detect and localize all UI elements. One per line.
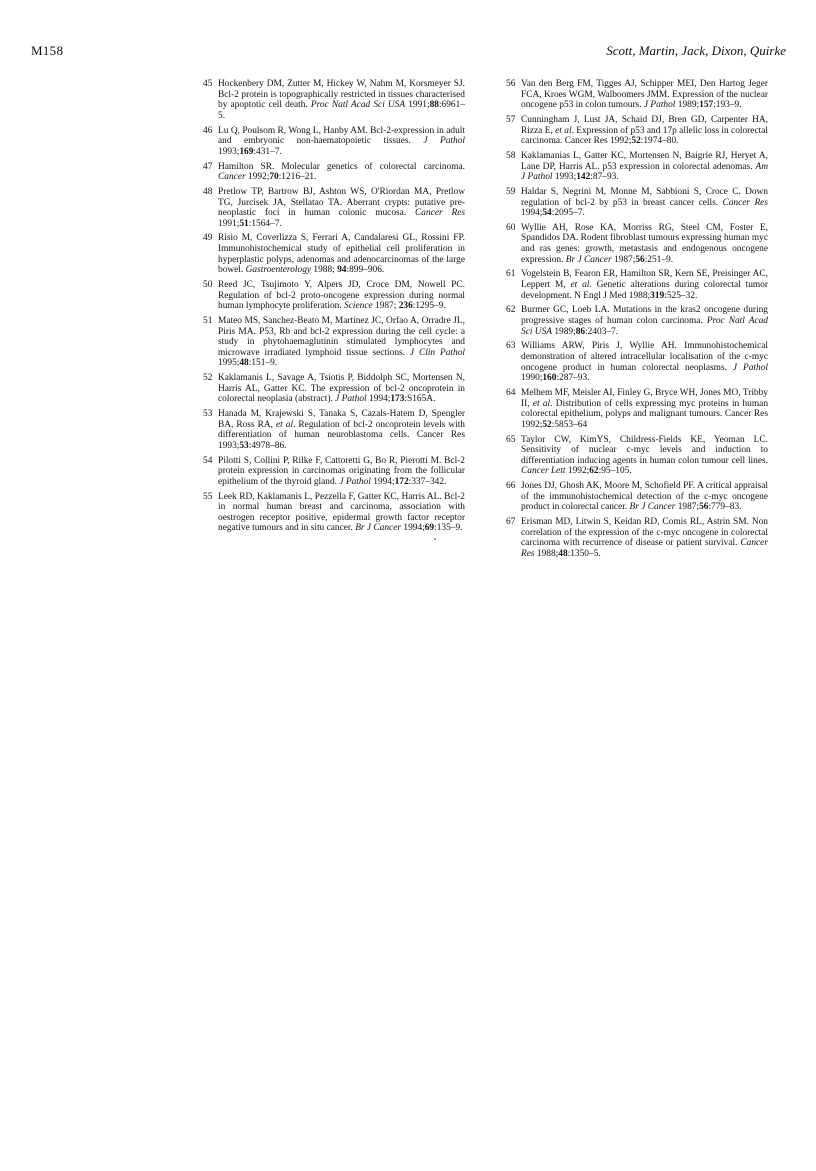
reference-citation: Pretlow TP, Bartrow BJ, Ashton WS, O'Riordan MA, Pretlow TG, Jurcisek JA, Stellatao TA. Aberrant crypts: putative pre-neoplastic foci in human colonic mucosa.: [218, 186, 465, 219]
reference-volume: 69: [424, 523, 435, 534]
reference-text: [218, 126, 465, 158]
reference-volume: 86: [575, 326, 586, 337]
reference-pages: :2095–7.: [551, 208, 585, 219]
reference-number: 65: [506, 434, 516, 445]
reference-citation: Wyllie AH, Rose KA, Morriss RG, Steel CM, Foster E, Spandidos DA. Rodent fibroblast tumours expressing human myc and ras genes: growth, metastasis and endogenous oncogene expression.: [521, 222, 768, 265]
reference-item: [203, 456, 465, 488]
reference-citation: Van den Berg FM, Tigges AJ, Schipper MEI, Den Hartog Jeger FCA, Kroes WGM, Walboomers JMM. Expression of the nuclear oncogene p53 in colon tumours.: [521, 79, 768, 111]
reference-number: 66: [506, 481, 516, 492]
running-head-authors: Scott, Martin, Jack, Dixon, Quirke: [606, 43, 786, 58]
reference-journal: J Pathol: [643, 100, 676, 111]
reference-volume: 169: [239, 146, 254, 157]
reference-item: [506, 517, 768, 559]
reference-citation: Mateo MS, Sanchez-Beato M, Martinez JC, Orfao A, Orradre JL, Piris MA. P53, Rb and bcl-2 expression during the cell cycle: a study in phytohaemaglutinin stimulated lymphocytes and microwave irradiated lymphoid tissue sections.: [218, 316, 465, 358]
reference-year: 1987;: [611, 254, 636, 265]
reference-year: 1993;: [552, 172, 577, 183]
reference-year: . Genetic alterations during colorectal tumor development. N Engl J Med 1988;: [521, 280, 768, 301]
reference-citation: Lu Q, Poulsom R, Wong L, Hanby AM. Bcl-2-expression in adult and embryonic non-haematopoietic tissues.: [218, 125, 465, 147]
reference-number: 47: [203, 161, 213, 172]
reference-pages: :5853–64: [551, 419, 588, 430]
reference-year: 1987;: [372, 301, 399, 312]
reference-journal: J Pathol: [423, 136, 465, 147]
reference-number: 58: [506, 150, 516, 161]
reference-journal: Br J Cancer: [629, 502, 676, 513]
reference-number: 55: [203, 491, 213, 502]
reference-item: [506, 151, 768, 183]
reference-number: 53: [203, 409, 213, 420]
reference-journal: Proc Natl Acad Sci USA: [521, 316, 768, 337]
reference-item: [506, 223, 768, 265]
reference-item: [506, 481, 768, 513]
reference-text: [521, 269, 768, 301]
reference-volume: 48: [239, 358, 249, 369]
reference-number: 62: [506, 305, 516, 316]
reference-item: [203, 79, 465, 121]
reference-item: [203, 492, 465, 534]
reference-citation: Erisman MD, Litwin S, Keidan RD, Comis RL, Astrin SM. Non correlation of the expression of the c-myc oncogene in colorectal carcinoma with recurrence of disease or patient survival.: [521, 517, 768, 549]
reference-journal: Proc Natl Acad Sci USA: [310, 100, 406, 111]
reference-year: 1991;: [218, 218, 240, 229]
reference-year: 1990;: [521, 373, 543, 384]
reference-citation: Williams ARW, Piris J, Wyllie AH. Immunohistochemical demonstration of altered intracellular localisation of the c-myc oncogene product in human colorectal neoplasms.: [521, 341, 768, 373]
reference-year: 1994;: [521, 208, 543, 219]
reference-number: 59: [506, 186, 516, 197]
reference-citation: Reed JC, Tsujimoto Y, Alpers JD, Croce DM, Nowell PC. Regulation of bcl-2 proto-oncogene expression during normal human lymphocyte proliferation.: [218, 280, 465, 312]
reference-volume: 236: [398, 301, 413, 312]
reference-year: 1994;: [370, 476, 395, 487]
reference-text: [218, 316, 465, 369]
reference-journal: Cancer Res: [521, 538, 768, 559]
reference-year: . Expression of p53 and 17p allelic loss in colorectal carcinoma. Cancer Res 1992;: [521, 125, 768, 147]
reference-text: [521, 187, 768, 219]
reference-year: 1992;: [565, 466, 590, 477]
reference-year: . Regulation of bcl-2 oncoprotein levels with differentiation of human neuroblastoma cells. Cancer Res 1993;: [218, 419, 465, 451]
reference-pages: :151–9.: [248, 358, 278, 369]
reference-number: 61: [506, 269, 516, 280]
reference-number: 54: [203, 455, 213, 466]
reference-text: [218, 187, 465, 229]
reference-item: [506, 269, 768, 301]
reference-year: 1989;: [551, 326, 576, 337]
reference-journal: J Clin Pathol: [409, 347, 466, 358]
reference-number: 67: [506, 517, 516, 528]
reference-year: 1989;: [675, 100, 700, 111]
reference-item: [506, 341, 768, 383]
reference-pages: :337–342.: [408, 476, 447, 487]
reference-item: [506, 305, 768, 337]
reference-text: [218, 492, 465, 534]
reference-volume: 51: [239, 218, 249, 229]
reference-citation: Jones DJ, Ghosh AK, Moore M, Schofield PF. A critical appraisal of the immunohistochemical detection of the c-myc oncogene product in colorectal cancer.: [521, 481, 768, 513]
reference-volume: 53: [239, 440, 249, 451]
reference-item: [506, 79, 768, 111]
reference-citation: Hockenbery DM, Zutter M, Hickey W, Nahm M, Korsmeyer SJ. Bcl-2 protein is topographically restricted in tissues characterised by apoptotic cell death.: [218, 79, 465, 111]
reference-year: 1993;: [218, 146, 240, 157]
reference-pages: :1216–21.: [278, 172, 317, 183]
reference-volume: 157: [699, 100, 714, 111]
reference-text: [521, 151, 768, 183]
reference-text: [521, 435, 768, 477]
reference-pages: :1295–9.: [412, 301, 446, 312]
reference-citation: Risio M, Coverlizza S, Ferrari A, Candalaresi GL, Rossini FP. Immunohistochemical study of epithelial cell proliferation in hyperplastic polyps, adenomas and adenocarcinomas of the large bowel.: [218, 233, 465, 276]
reference-citation: Taylor CW, KimYS, Childress-Fields KE, Yeoman LC. Sensitivity of nuclear c-myc levels and induction to differentiation inducing agents in human colon tumour cell lines.: [521, 434, 768, 466]
reference-number: 64: [506, 387, 516, 398]
reference-item: [203, 126, 465, 158]
reference-citation: Hamilton SR. Molecular genetics of colorectal carcinoma.: [218, 161, 465, 172]
reference-citation: Leek RD, Kaklamanis L, Pezzella F, Gatter KC, Harris AL. Bcl-2 in normal human breast and carcinoma, association with oestrogen receptor positive, epidermal growth factor receptor negative tumours and in situ cancer.: [218, 491, 465, 534]
reference-item: [506, 388, 768, 430]
reference-number: 49: [203, 233, 213, 244]
reference-citation: Pilotti S, Collini P, Rilke F, Cattoretti G, Bo R, Pierotti M. Bcl-2 protein expression in carcinomas originating from the follicular epithelium of the thyroid gland.: [218, 455, 465, 487]
reference-number: 45: [203, 79, 213, 89]
reference-volume: 142: [576, 172, 591, 183]
reference-year: 1988;: [534, 548, 559, 559]
reference-pages: :1564–7.: [248, 218, 282, 229]
reference-item: [203, 233, 465, 275]
reference-item: [506, 115, 768, 147]
reference-pages: :525–32.: [664, 290, 698, 301]
reference-journal: et al: [532, 398, 551, 409]
reference-volume: 173: [390, 394, 405, 405]
reference-pages: :1974–80.: [640, 136, 679, 147]
reference-journal: Am J Pathol: [521, 161, 768, 183]
reference-text: [218, 373, 465, 405]
reference-pages: :2403–7.: [585, 326, 619, 337]
reference-pages: :193–9.: [713, 100, 742, 111]
reference-pages: :899–906.: [346, 265, 385, 276]
reference-journal: Cancer: [218, 172, 246, 183]
reference-journal: Cancer Res: [722, 197, 768, 208]
reference-volume: 52: [631, 136, 641, 147]
reference-number: 57: [506, 114, 516, 125]
reference-text: [218, 233, 465, 275]
reference-citation: Haldar S, Negrini M, Monne M, Sabbioni S, Croce C. Down regulation of bcl-2 by p53 in breast cancer cells.: [521, 186, 768, 208]
reference-volume: 52: [542, 419, 552, 430]
reference-year: 1994;: [401, 523, 425, 534]
reference-text: [521, 341, 768, 383]
reference-journal: et al: [276, 419, 294, 430]
reference-item: [203, 316, 465, 369]
reference-number: 56: [506, 79, 516, 89]
reference-year: 1995;: [218, 358, 240, 369]
reference-pages: :87–93.: [590, 172, 619, 183]
reference-pages: :287–93.: [556, 373, 590, 384]
reference-pages: :135–9.: [434, 523, 463, 534]
reference-text: [218, 409, 465, 451]
reference-volume: 160: [542, 373, 557, 384]
reference-pages: :779–83.: [708, 502, 742, 513]
reference-pages: :431–7.: [253, 146, 282, 157]
reference-pages: :251–9.: [644, 254, 674, 265]
reference-number: 52: [203, 373, 213, 384]
reference-pages: :S165A.: [404, 394, 436, 405]
reference-item: [203, 409, 465, 451]
reference-number: 46: [203, 125, 213, 136]
reference-journal: et al: [555, 125, 572, 136]
reference-journal: Br J Cancer: [355, 523, 402, 534]
reference-number: 60: [506, 222, 516, 233]
reference-volume: 319: [650, 290, 665, 301]
reference-volume: 70: [269, 172, 279, 183]
reference-volume: 94: [337, 265, 347, 276]
reference-year: 1991;: [405, 100, 430, 111]
reference-citation: Melhem MF, Meisler AI, Finley G, Bryce WH, Jones MO, Tribby II,: [521, 387, 768, 409]
reference-citation: Vogelstein B, Fearon ER, Hamilton SR, Kern SE, Preisinger AC, Leppert M,: [521, 269, 768, 291]
reference-number: 50: [203, 280, 213, 291]
reference-item: [203, 373, 465, 405]
reference-number: 48: [203, 186, 213, 197]
reference-pages: :4978–86.: [248, 440, 287, 451]
reference-item: [203, 162, 465, 183]
reference-citation: Hanada M, Krajewski S, Tanaka S, Cazals-Hatem D, Spengler BA, Ross RA,: [218, 409, 465, 430]
references-column-left: [203, 79, 465, 538]
reference-volume: 54: [542, 208, 552, 219]
reference-volume: 88: [429, 100, 439, 111]
reference-year: 1994;: [366, 394, 391, 405]
reference-year: 1988;: [311, 265, 338, 276]
reference-year: 1992;: [245, 172, 270, 183]
reference-text: [521, 517, 768, 559]
reference-volume: 56: [635, 254, 645, 265]
reference-journal: Gastroenterology: [245, 265, 312, 276]
reference-journal: J Pathol: [732, 362, 768, 373]
reference-citation: Cunningham J, Lust JA, Schaid DJ, Bren GD, Carpenter HA, Rizza E,: [521, 114, 768, 136]
reference-volume: 48: [558, 548, 568, 559]
reference-volume: 56: [699, 502, 709, 513]
reference-journal: Cancer Lett: [521, 466, 566, 477]
reference-pages: :95–105.: [598, 466, 632, 477]
reference-citation: Burmer GC, Loeb LA. Mutations in the kras2 oncogene during progressive stages of human colon carcinoma.: [521, 305, 768, 326]
reference-text: [521, 79, 768, 111]
reference-pages: :6961–5.: [218, 100, 465, 121]
reference-volume: 62: [589, 466, 599, 477]
reference-text: [521, 481, 768, 513]
reference-text: [521, 115, 768, 147]
reference-year: 1987;: [675, 502, 700, 513]
reference-citation: Kaklamanis L, Savage A, Tsiotis P, Biddolph SC, Mortensen N, Harris AL, Gatter KC. The expression of bcl-2 oncoprotein in colorectal neoplasia (abstract).: [218, 373, 465, 405]
reference-item: [203, 280, 465, 312]
reference-text: [521, 223, 768, 265]
reference-citation: Kaklamanias L, Gatter KC, Mortensen N, Baigrie RJ, Heryet A, Lane DP, Harris AL. p53 expression in colorectal adenomas.: [521, 150, 768, 172]
reference-text: [218, 162, 465, 183]
reference-journal: Cancer Res: [415, 208, 466, 219]
reference-journal: J Pathol: [335, 394, 367, 405]
reference-volume: 172: [394, 476, 409, 487]
reference-item: [203, 187, 465, 229]
reference-year: . Distribution of cells expressing myc proteins in human colorectal epithelium, polyps and malignant tumours. Cancer Res 1992;: [521, 398, 769, 430]
reference-journal: Science: [344, 301, 373, 312]
reference-journal: et al: [570, 280, 590, 291]
page-number: M158: [31, 43, 64, 58]
reference-pages: :1350–5.: [567, 548, 601, 559]
reference-journal: Br J Cancer: [565, 254, 612, 265]
reference-item: [506, 187, 768, 219]
reference-text: [218, 79, 465, 121]
references-column-right: [506, 79, 768, 564]
reference-number: 51: [203, 316, 213, 326]
stray-dot: [434, 538, 436, 540]
reference-text: [521, 305, 768, 337]
reference-item: [506, 435, 768, 477]
reference-text: [218, 280, 465, 312]
reference-text: [521, 388, 768, 430]
reference-number: 63: [506, 341, 516, 352]
reference-text: [218, 456, 465, 488]
reference-journal: J Pathol: [339, 476, 371, 487]
